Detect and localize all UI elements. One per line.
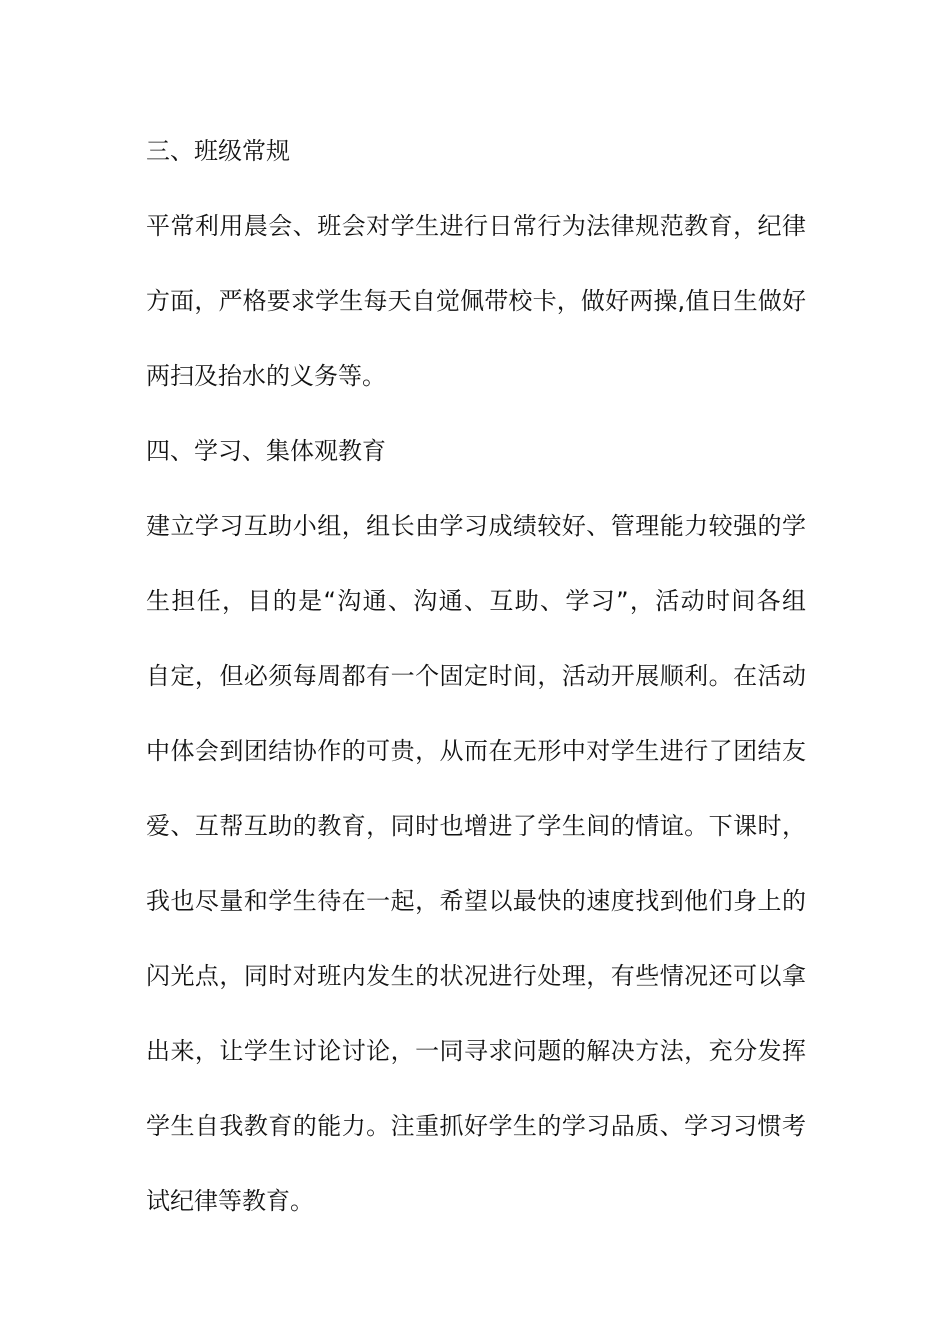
paragraph-line: 平常利用晨会、班会对学生进行日常行为法律规范教育，纪律 — [146, 212, 806, 240]
paragraph-line: 我也尽量和学生待在一起，希望以最快的速度找到他们身上的 — [146, 887, 806, 915]
paragraph-line: 出来，让学生讨论讨论，一同寻求问题的解决方法，充分发挥 — [146, 1037, 806, 1065]
paragraph-line: 学生自我教育的能力。注重抓好学生的学习品质、学习习惯考 — [146, 1112, 806, 1140]
paragraph-line: 闪光点，同时对班内发生的状况进行处理，有些情况还可以拿 — [146, 962, 806, 990]
paragraph-line: 生担任，目的是“沟通、沟通、互助、学习”，活动时间各组 — [146, 587, 806, 615]
paragraph-line: 自定，但必须每周都有一个固定时间，活动开展顺利。在活动 — [146, 662, 806, 690]
paragraph-line: 爱、互帮互助的教育，同时也增进了学生间的情谊。下课时， — [146, 812, 806, 840]
paragraph-line: 试纪律等教育。 — [146, 1187, 314, 1215]
section-heading-study-collective: 四、学习、集体观教育 — [146, 437, 386, 465]
paragraph-line: 方面，严格要求学生每天自觉佩带校卡，做好两操,值日生做好 — [146, 287, 806, 315]
paragraph-line: 两扫及抬水的义务等。 — [146, 362, 386, 390]
section-heading-class-routine: 三、班级常规 — [146, 137, 290, 165]
paragraph-line: 建立学习互助小组，组长由学习成绩较好、管理能力较强的学 — [146, 512, 806, 540]
paragraph-line: 中体会到团结协作的可贵，从而在无形中对学生进行了团结友 — [146, 737, 806, 765]
